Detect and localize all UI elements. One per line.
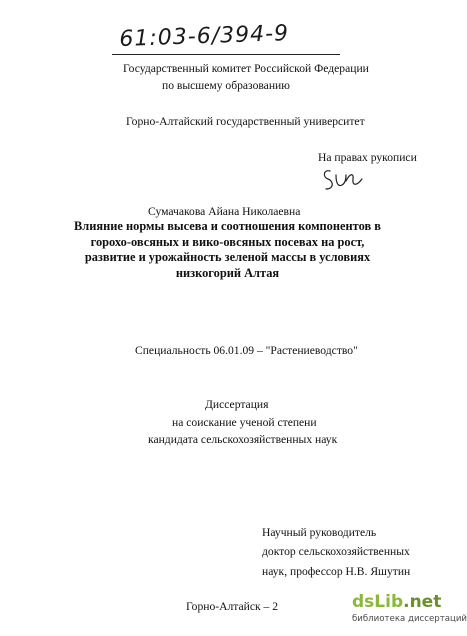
title-line: низкогорий Алтая xyxy=(175,265,280,280)
dissertation-title xyxy=(55,219,400,281)
supervisor-degree: доктор сельскохозяйственных xyxy=(262,545,410,558)
degree-line1: Диссертация xyxy=(205,398,269,411)
degree-line2: на соискание ученой степени xyxy=(172,416,317,429)
title-line: развитие и урожайность зеленой массы в условиях xyxy=(84,250,371,264)
specialty: Специальность 06.01.09 – "Растениеводство" xyxy=(135,344,358,357)
dslib-watermark-logo xyxy=(352,592,467,632)
author-name: Сумачакова Айана Николаевна xyxy=(148,205,301,218)
watermark-site-a: dsLib xyxy=(352,592,404,612)
title-line: горохо-овсяных и вико-овсяных посевах на рост, xyxy=(90,234,365,249)
supervisor-title: Научный руководитель xyxy=(262,526,377,539)
city-year: Горно-Алтайск – 2 xyxy=(186,600,279,613)
university-name: Горно-Алтайский государственный университет xyxy=(126,115,365,128)
watermark-tagline: библиотека диссертаций xyxy=(352,614,467,624)
supervisor-name: наук, профессор Н.В. Яшутин xyxy=(262,565,411,578)
divider-line xyxy=(112,54,340,55)
title-line: Влияние нормы высева и соотношения компонентов в xyxy=(74,219,381,233)
degree-line3: кандидата сельскохозяйственных наук xyxy=(148,433,338,446)
watermark-site-b: .net xyxy=(403,592,442,612)
archive-code: 61:03-6/394-9 xyxy=(119,21,290,52)
committee-name-line2: по высшему образованию xyxy=(162,79,290,92)
committee-name: Государственный комитет Российской Федерации xyxy=(123,62,369,75)
signature-icon xyxy=(320,165,366,195)
rights-note: На правах рукописи xyxy=(318,151,417,164)
watermark-site xyxy=(352,592,441,612)
